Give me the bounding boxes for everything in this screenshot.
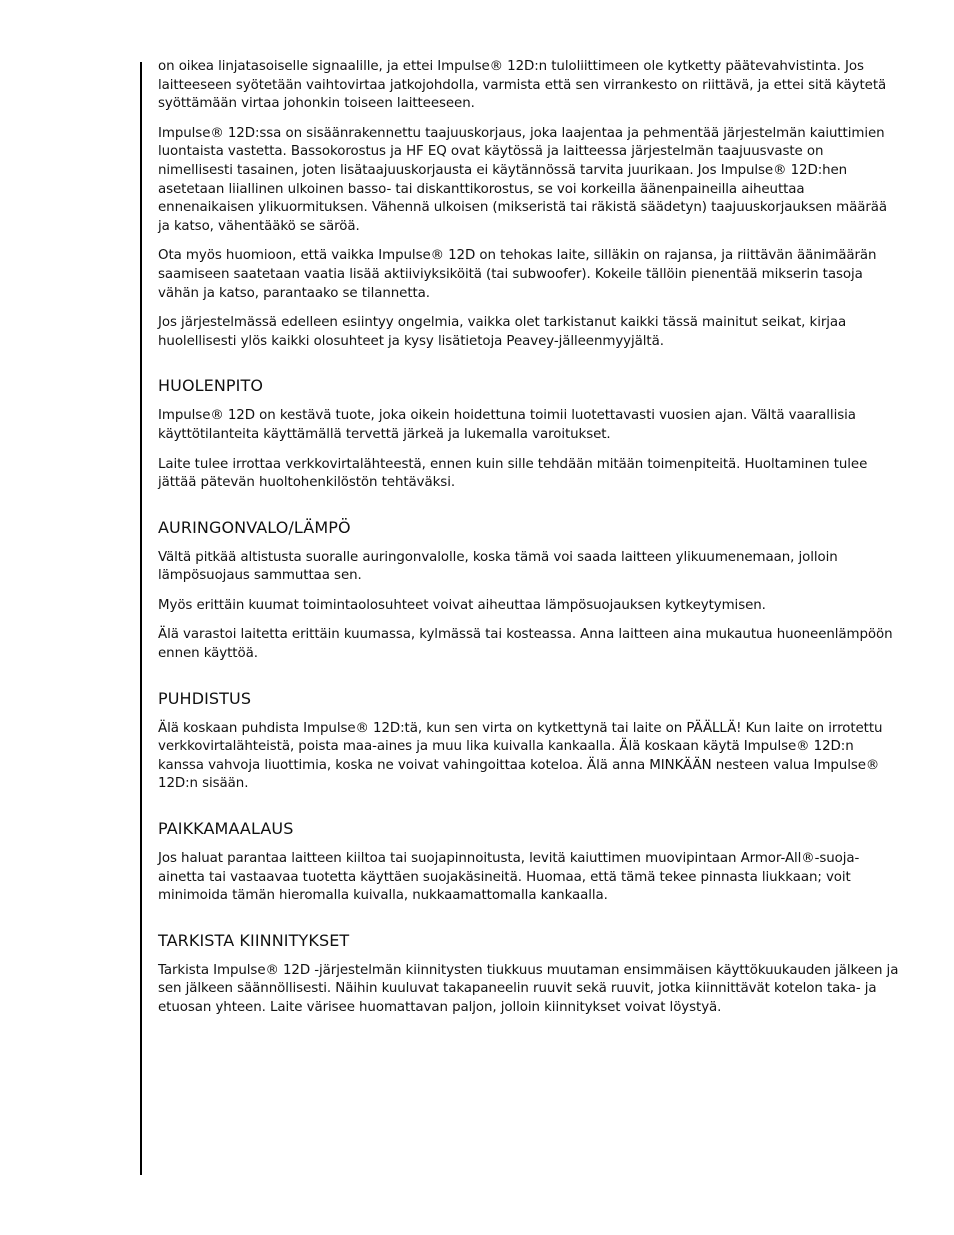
page-content <box>158 58 900 1029</box>
intro-paragraph-3: Ota myös huomioon, että vaikka Impulse® 12D on tehokas laite, silläkin on rajansa, ja riittävän äänimäärän saamiseen saatetaan vaatia lisää aktiiviyksiköitä (tai subwoofer). Kokeile tällöin pienentää mikserin tasoja vähän ja katso, parantaako se tilannetta. <box>158 248 877 301</box>
section-paragraph: Vältä pitkää altistusta suoralle auringonvalolle, koska tämä voi saada laitteen ylikuumenemaan, jolloin lämpösuojaus sammuttaa sen. <box>158 549 838 584</box>
section-tarkista-kiinnitykset <box>158 931 900 1018</box>
section-huolenpito <box>158 376 900 492</box>
section-paragraph: Älä koskaan puhdista Impulse® 12D:tä, kun sen virta on kytkettynä tai laite on PÄÄLLÄ! Kun laite on irrotettu verkkovirtalähteistä, poista maa-aines ja muu lika kuivalla kankaalla. Älä koskaan käytä Impulse® 12D:n kanssa vahvoja liuottimia, koska ne voivat vahingoittaa koteloa. Älä anna MINKÄÄN nesteen valua Impulse® 12D:n sisään. <box>158 720 883 792</box>
section-puhdistus <box>158 689 900 794</box>
intro-paragraph-4: Jos järjestelmässä edelleen esiintyy ongelmia, vaikka olet tarkistanut kaikki tässä mainitut seikat, kirjaa huolellisesti ylös kaikki olosuhteet ja kysy lisätietoja Peavey-jälleenmyyjältä. <box>158 315 847 349</box>
section-auringonvalo-lampo <box>158 518 900 664</box>
section-heading: PUHDISTUS <box>158 688 252 708</box>
section-paragraph: Laite tulee irrottaa verkkovirtalähteestä, ennen kuin sille tehdään mitään toimenpiteitä. Huoltaminen tulee jättää pätevän huoltohenkilöstön tehtäväksi. <box>158 456 868 491</box>
section-paragraph: Älä varastoi laitetta erittäin kuumassa, kylmässä tai kosteassa. Anna laitteen aina mukautua huoneenlämpöön ennen käyttöä. <box>158 627 893 662</box>
section-paikkamaalaus <box>158 819 900 906</box>
section-heading: PAIKKAMAALAUS <box>158 819 294 839</box>
section-heading: AURINGONVALO/LÄMPÖ <box>158 517 351 537</box>
section-heading: HUOLENPITO <box>158 376 264 396</box>
section-heading: TARKISTA KIINNITYKSET <box>158 930 350 950</box>
intro-paragraph-2: Impulse® 12D:ssa on sisäänrakennettu taajuuskorjaus, joka laajentaa ja pehmentää järjestelmän kaiuttimien luontaista vastetta. Bassokorostus ja HF EQ ovat käytössä ja laitteessa järjestelmän taajuusvaste on nimellisesti tasainen, joten lisätaajuuskorjausta ei käytännössä tarvita juurikaan. Jos Impulse® 12D:hen asetetaan liiallinen ulkoinen basso- tai diskanttikorostus, se voi korkeilla äänenpaineilla aiheuttaa ennenaikaisen ylikuormituksen. Vähennä ulkoisen (mikseristä tai räkistä säädetyn) taajuuskorjauksen määrää ja katso, vähentääkö se säröä. <box>158 125 888 234</box>
left-margin-rule <box>140 62 142 1175</box>
section-paragraph: Myös erittäin kuumat toimintaolosuhteet voivat aiheuttaa lämpösuojauksen kytkeytymisen. <box>158 597 766 613</box>
intro-paragraph-1: on oikea linjatasoiselle signaalille, ja ettei Impulse® 12D:n tuloliittimeen ole kytketty päätevahvistinta. Jos laitteeseen syötetään vaihtovirtaa jatkojohdolla, varmista että sen virrankesto on riittävä, ja ettei sitä käytetä syöttämään virtaa johonkin toiseen laitteeseen. <box>158 59 887 112</box>
section-paragraph: Impulse® 12D on kestävä tuote, joka oikein hoidettuna toimii luotettavasti vuosien ajan. Vältä vaarallisia käyttötilanteita käyttämällä tervettä järkeä ja lukemalla varoitukset. <box>158 408 856 442</box>
intro-section <box>158 58 900 351</box>
section-paragraph: Tarkista Impulse® 12D -järjestelmän kiinnitysten tiukkuus muutaman ensimmäisen käyttökuukauden jälkeen ja sen jälkeen säännöllisesti. Näihin kuuluvat takapaneelin ruuvit sekä ruuvit, jotka kiinnittävät kotelon taka- ja etuosan yhteen. Laite värisee huomattavan paljon, jolloin kiinnitykset voivat löystyä. <box>158 962 899 1015</box>
section-paragraph: Jos haluat parantaa laitteen kiiltoa tai suojapinnoitusta, levitä kaiuttimen muovipintaan Armor-All®-suoja-ainetta tai vastaavaa tuotetta käyttäen suojakäsineitä. Huomaa, että tämä tekee pinnasta liukkaan; voit minimoida tämän hieromalla kuivalla, nukkaamattomalla kankaalla. <box>158 851 860 904</box>
